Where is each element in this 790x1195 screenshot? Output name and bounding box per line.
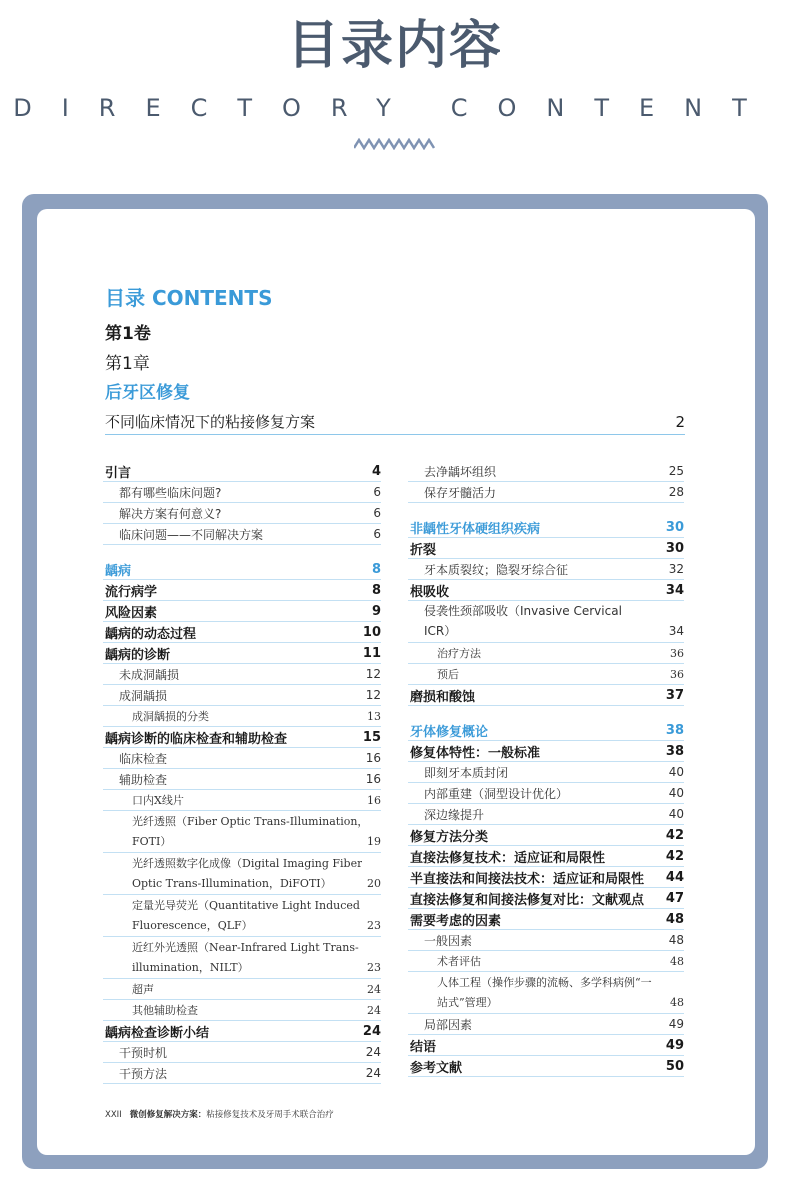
toc-entry-row[interactable] bbox=[103, 769, 381, 790]
toc-entry-page: 50 bbox=[665, 1058, 684, 1074]
toc-entry-page: 47 bbox=[665, 890, 684, 906]
toc-entry-row[interactable] bbox=[408, 580, 684, 601]
toc-entry-title: 临床检查 bbox=[119, 751, 168, 766]
footer-book-title: 微创修复解决方案： bbox=[129, 1110, 207, 1120]
toc-entry-row[interactable] bbox=[408, 909, 684, 930]
toc-entry-title: 超声 bbox=[132, 983, 154, 996]
toc-entry-page: 24 bbox=[367, 982, 381, 996]
toc-entry-title: 风险因素 bbox=[105, 605, 158, 621]
toc-section-row[interactable] bbox=[408, 517, 684, 538]
toc-entry-page: 37 bbox=[665, 687, 684, 703]
toc-entry-title: 临床问题——不同解决方案 bbox=[119, 527, 264, 542]
toc-entry-page: 8 bbox=[371, 561, 381, 577]
toc-entry-title: 修复体特性：一般标准 bbox=[410, 745, 541, 761]
toc-entry-page: 25 bbox=[668, 464, 684, 478]
toc-entry-page: 6 bbox=[373, 527, 381, 541]
toc-entry-page: 48 bbox=[668, 933, 684, 947]
toc-entry-title: 去净龋坏组织 bbox=[424, 464, 497, 479]
toc-entry-page: 6 bbox=[373, 506, 381, 520]
toc-entry-title: 光纤透照（Fiber Optic Trans-Illumination， bbox=[132, 815, 369, 828]
toc-entry-page: 40 bbox=[668, 786, 684, 800]
directory-header-subtitle bbox=[0, 94, 790, 122]
toc-entry-title: 治疗方法 bbox=[437, 647, 481, 660]
toc-entry-row[interactable] bbox=[103, 685, 381, 706]
chapter-title: 后牙区修复 bbox=[105, 383, 190, 403]
toc-entry-row[interactable] bbox=[408, 664, 684, 685]
toc-right-column bbox=[408, 461, 684, 1077]
toc-entry-title: 人体工程（操作步骤的流畅、多学科病例“一 bbox=[437, 976, 652, 989]
toc-entry-row[interactable] bbox=[103, 937, 381, 979]
toc-entry-page: 30 bbox=[665, 519, 684, 535]
toc-entry-title: 龋病的动态过程 bbox=[105, 626, 197, 642]
toc-entry-page: 4 bbox=[371, 463, 381, 479]
toc-entry-row[interactable] bbox=[408, 643, 684, 664]
toc-entry-title: 侵袭性颈部吸收（Invasive Cervical bbox=[424, 604, 622, 618]
toc-entry-page: 16 bbox=[367, 793, 381, 807]
toc-entry-row[interactable] bbox=[103, 979, 381, 1000]
toc-entry-row[interactable] bbox=[408, 461, 684, 482]
toc-gap bbox=[408, 706, 684, 720]
toc-entry-title: 成洞龋损 bbox=[119, 688, 168, 703]
toc-entry-row[interactable] bbox=[103, 1000, 381, 1021]
toc-entry-title: 结语 bbox=[410, 1039, 437, 1055]
toc-entry-row[interactable] bbox=[408, 482, 684, 503]
toc-entry-title: 都有哪些临床问题? bbox=[119, 485, 222, 500]
toc-entry-page: 23 bbox=[367, 919, 381, 932]
toc-entry-row[interactable] bbox=[103, 1042, 381, 1063]
toc-entry-page: 15 bbox=[362, 729, 381, 745]
toc-entry-page: 40 bbox=[668, 807, 684, 821]
toc-entry-page: 36 bbox=[670, 667, 684, 681]
toc-entry-row[interactable] bbox=[408, 888, 684, 909]
toc-entry-row[interactable] bbox=[408, 804, 684, 825]
toc-entry-title: 深边缘提升 bbox=[424, 807, 485, 822]
toc-entry-title-cont: Fluorescence，QLF） bbox=[132, 919, 253, 932]
toc-entry-row[interactable] bbox=[103, 580, 381, 601]
toc-entry-title: 半直接法和间接法技术：适应证和局限性 bbox=[410, 871, 645, 887]
toc-entry-title: 内部重建（洞型设计优化） bbox=[424, 786, 569, 801]
chapter-label: 第1章 bbox=[105, 354, 150, 374]
toc-entry-row[interactable] bbox=[408, 538, 684, 559]
toc-entry-page: 49 bbox=[665, 1037, 684, 1053]
toc-entry-row[interactable] bbox=[103, 461, 381, 482]
toc-entry-page: 44 bbox=[665, 869, 684, 885]
toc-entry-page: 30 bbox=[665, 540, 684, 556]
toc-entry-page: 24 bbox=[365, 1045, 381, 1059]
toc-entry-title: 参考文献 bbox=[410, 1060, 463, 1076]
toc-entry-row[interactable] bbox=[408, 685, 684, 706]
footer-page-number: XXII bbox=[105, 1110, 122, 1120]
toc-entry-title: 辅助检查 bbox=[119, 772, 168, 787]
toc-entry-row[interactable] bbox=[103, 1021, 381, 1042]
toc-entry-title: 近红外光透照（Near-Infrared Light Trans- bbox=[132, 941, 359, 954]
toc-entry-page: 11 bbox=[362, 645, 381, 661]
toc-entry-row[interactable] bbox=[408, 825, 684, 846]
toc-entry-row[interactable] bbox=[103, 706, 381, 727]
toc-entry-row[interactable] bbox=[408, 846, 684, 867]
toc-entry-page: 12 bbox=[365, 688, 381, 702]
page-footer bbox=[105, 1109, 334, 1121]
toc-entry-title-cont: Optic Trans-Illumination，DiFOTI） bbox=[132, 877, 332, 890]
toc-entry-page: 24 bbox=[365, 1066, 381, 1080]
subtitle-word-directory: DIRECTORY bbox=[13, 94, 421, 122]
toc-entry-title: 解决方案有何意义? bbox=[119, 506, 222, 521]
volume-label: 第1卷 bbox=[105, 324, 151, 344]
toc-entry-title: 一般因素 bbox=[424, 933, 473, 948]
toc-entry-page: 16 bbox=[365, 751, 381, 765]
toc-entry-row[interactable] bbox=[408, 1056, 684, 1077]
toc-entry-title: 定量光导荧光（Quantitative Light Induced bbox=[132, 899, 360, 912]
toc-entry-row[interactable] bbox=[408, 972, 684, 1014]
toc-entry-row[interactable] bbox=[103, 1063, 381, 1084]
toc-entry-row[interactable] bbox=[103, 895, 381, 937]
toc-entry-title: 牙体修复概论 bbox=[410, 724, 489, 740]
toc-entry-title: 折裂 bbox=[410, 542, 437, 558]
toc-entry-page: 48 bbox=[665, 911, 684, 927]
toc-entry-page: 38 bbox=[665, 722, 684, 738]
toc-entry-title: 未成洞龋损 bbox=[119, 667, 180, 682]
toc-entry-row[interactable] bbox=[103, 664, 381, 685]
toc-entry-row[interactable] bbox=[408, 930, 684, 951]
toc-entry-title-cont: illumination，NILT） bbox=[132, 961, 249, 974]
toc-entry-page: 23 bbox=[367, 961, 381, 974]
toc-entry-page: 49 bbox=[668, 1017, 684, 1031]
toc-entry-row[interactable] bbox=[103, 622, 381, 643]
chapter-subtitle-page: 2 bbox=[675, 413, 685, 431]
toc-entry-page: 10 bbox=[362, 624, 381, 640]
toc-entry-row[interactable] bbox=[408, 1035, 684, 1056]
toc-entry-page: 24 bbox=[367, 1003, 381, 1017]
toc-entry-title: 局部因素 bbox=[424, 1017, 473, 1032]
toc-entry-row[interactable] bbox=[408, 783, 684, 804]
toc-entry-title: 术者评估 bbox=[437, 955, 481, 968]
toc-entry-title: 干预时机 bbox=[119, 1045, 168, 1060]
toc-entry-page: 6 bbox=[373, 485, 381, 499]
toc-entry-title: 牙本质裂纹；隐裂牙综合征 bbox=[424, 562, 569, 577]
toc-entry-page: 20 bbox=[367, 877, 381, 890]
toc-entry-row[interactable] bbox=[408, 951, 684, 972]
toc-entry-title: 龋病检查诊断小结 bbox=[105, 1025, 210, 1041]
toc-entry-title: 光纤透照数字化成像（Digital Imaging Fiber bbox=[132, 857, 363, 870]
toc-entry-row[interactable] bbox=[103, 482, 381, 503]
toc-entry-row[interactable] bbox=[103, 853, 381, 895]
toc-entry-title-cont: FOTI） bbox=[132, 835, 172, 848]
toc-entry-page: 42 bbox=[665, 827, 684, 843]
toc-entry-page: 28 bbox=[668, 485, 684, 499]
chapter-subtitle-row bbox=[105, 410, 685, 435]
toc-entry-title: 龋病 bbox=[105, 563, 132, 579]
toc-entry-row[interactable] bbox=[408, 867, 684, 888]
toc-entry-page: 16 bbox=[365, 772, 381, 786]
toc-entry-page: 13 bbox=[367, 709, 381, 723]
toc-entry-title: 干预方法 bbox=[119, 1066, 168, 1081]
toc-entry-title: 成洞龋损的分类 bbox=[132, 710, 209, 723]
toc-entry-page: 12 bbox=[365, 667, 381, 681]
toc-entry-page: 36 bbox=[670, 646, 684, 660]
toc-entry-page: 19 bbox=[367, 835, 381, 848]
toc-entry-title: 预后 bbox=[437, 668, 459, 681]
toc-entry-row[interactable] bbox=[103, 727, 381, 748]
toc-entry-page: 48 bbox=[670, 954, 684, 968]
toc-entry-title: 其他辅助检查 bbox=[132, 1004, 198, 1017]
toc-entry-page: 34 bbox=[668, 624, 684, 638]
toc-gap bbox=[408, 503, 684, 517]
toc-entry-title: 口内X线片 bbox=[132, 794, 184, 807]
toc-entry-page: 34 bbox=[665, 582, 684, 598]
subtitle-word-content: CONTENT bbox=[450, 94, 777, 122]
toc-entry-row[interactable] bbox=[103, 643, 381, 664]
toc-entry-row[interactable] bbox=[103, 524, 381, 545]
toc-entry-title: 直接法修复和间接法修复对比：文献观点 bbox=[410, 892, 645, 908]
toc-entry-row[interactable] bbox=[103, 748, 381, 769]
toc-entry-title: 流行病学 bbox=[105, 584, 158, 600]
toc-entry-page: 48 bbox=[670, 996, 684, 1009]
toc-entry-row[interactable] bbox=[408, 1014, 684, 1035]
toc-entry-page: 40 bbox=[668, 765, 684, 779]
toc-entry-page: 24 bbox=[362, 1023, 381, 1039]
toc-entry-title: 非龋性牙体硬组织疾病 bbox=[410, 521, 541, 537]
footer-book-subtitle: 粘接修复技术及牙周手术联合治疗 bbox=[206, 1110, 334, 1120]
toc-entry-title: 磨损和酸蚀 bbox=[410, 689, 476, 705]
toc-entry-title: 直接法修复技术：适应证和局限性 bbox=[410, 850, 606, 866]
toc-entry-page: 8 bbox=[371, 582, 381, 598]
toc-section-row[interactable] bbox=[408, 720, 684, 741]
toc-entry-title: 引言 bbox=[105, 465, 132, 481]
toc-entry-title: 龋病诊断的临床检查和辅助检查 bbox=[105, 731, 288, 747]
toc-entry-row[interactable] bbox=[103, 601, 381, 622]
toc-entry-row[interactable] bbox=[408, 601, 684, 643]
toc-entry-page: 9 bbox=[371, 603, 381, 619]
zigzag-decoration-icon bbox=[354, 138, 436, 150]
toc-entry-page: 42 bbox=[665, 848, 684, 864]
toc-entry-title-cont: 站式”管理） bbox=[437, 996, 498, 1009]
toc-left-column bbox=[103, 461, 381, 1084]
toc-gap bbox=[103, 545, 381, 559]
toc-entry-title: 修复方法分类 bbox=[410, 829, 489, 845]
toc-entry-row[interactable] bbox=[408, 741, 684, 762]
chapter-subtitle: 不同临床情况下的粘接修复方案 bbox=[105, 413, 316, 431]
toc-entry-row[interactable] bbox=[103, 811, 381, 853]
toc-entry-title: 根吸收 bbox=[410, 584, 450, 600]
toc-entry-title-cont: ICR） bbox=[424, 624, 457, 638]
toc-entry-title: 需要考虑的因素 bbox=[410, 913, 502, 929]
toc-entry-page: 32 bbox=[668, 562, 684, 576]
toc-entry-row[interactable] bbox=[408, 762, 684, 783]
directory-header-title: 目录内容 bbox=[286, 16, 503, 76]
toc-entry-row[interactable] bbox=[103, 790, 381, 811]
toc-entry-row[interactable] bbox=[103, 503, 381, 524]
toc-entry-page: 38 bbox=[665, 743, 684, 759]
toc-section-row[interactable] bbox=[103, 559, 381, 580]
toc-entry-title: 即刻牙本质封闭 bbox=[424, 765, 509, 780]
toc-entry-title: 龋病的诊断 bbox=[105, 647, 171, 663]
toc-entry-row[interactable] bbox=[408, 559, 684, 580]
toc-heading: 目录 CONTENTS bbox=[105, 286, 273, 310]
toc-entry-title: 保存牙髓活力 bbox=[424, 485, 497, 500]
